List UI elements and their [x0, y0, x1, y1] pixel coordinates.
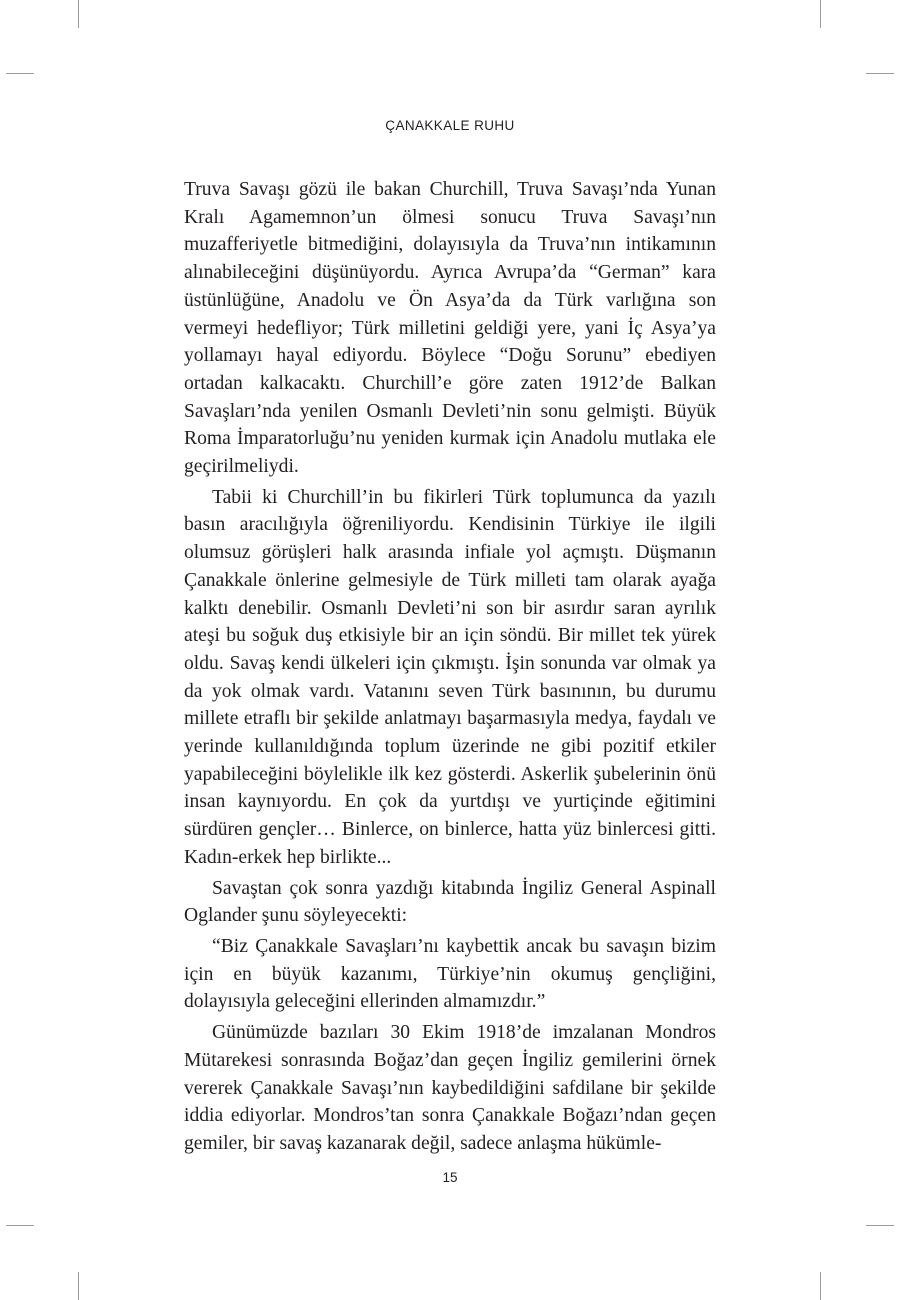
crop-mark [6, 1225, 34, 1226]
crop-mark [6, 73, 34, 74]
body-text [184, 176, 716, 1158]
running-head: ÇANAKKALE RUHU [385, 118, 515, 133]
paragraph: Günümüzde bazıları 30 Ekim 1918’de imzalanan Mondros Mütarekesi sonrasında Boğaz’dan geçen İngiliz gemilerini örnek vererek Çanakkale Savaşı’nın kaybedildiğini safdilane bir şekilde iddia ediyorlar. Mondros’tan sonra Çanakkale Boğazı’ndan geçen gemiler, bir savaş kazanarak değil, sadece anlaşma hükümle- [184, 1022, 716, 1154]
quote-paragraph: “Biz Çanakkale Savaşları’nı kaybettik ancak bu savaşın bizim için en büyük kazanımı, Türkiye’nin okumuş gençliğini, dolayısıyla geleceğini ellerinden almamızdır.” [184, 935, 716, 1013]
paragraph: Savaştan çok sonra yazdığı kitabında İngiliz General Aspinall Oglander şunu söyleyecekti: [184, 877, 716, 927]
paragraph: Tabii ki Churchill’in bu fikirleri Türk toplumunca da yazılı basın aracılığıyla öğreniliyordu. Kendisinin Türkiye ile ilgili olumsuz görüşleri halk arasında infiale yol açmıştı. Düşmanın Çanakkale önlerine gelmesiyle de Türk milleti tam olarak ayağa kalktı denebilir. Osmanlı Devleti’ni son bir asırdır saran ayrılık ateşi bu soğuk duş etkisiyle bir an için söndü. Bir millet tek yürek oldu. Savaş kendi ülkeleri için çıkmıştı. İşin sonunda var olmak ya da yok olmak vardı. Vatanını seven Türk basınının, bu durumu millete etraflı bir şekilde anlatmayı başarmasıyla medya, faydalı ve yerinde kullanıldığında toplum üzerinde ne gibi pozitif etkiler yapabileceğini böylelikle ilk kez gösterdi. Askerlik şubelerinin önü insan kaynıyordu. En çok da yurtdışı ve yurtiçinde eğitimini sürdüren gençler… Binlerce, on binlerce, hatta yüz binlercesi gitti. Kadın-erkek hep birlikte... [184, 486, 716, 868]
crop-mark [78, 1272, 79, 1300]
crop-mark [866, 73, 894, 74]
crop-mark [866, 1225, 894, 1226]
crop-mark [820, 1272, 821, 1300]
page-number: 15 [442, 1170, 458, 1185]
crop-mark [820, 0, 821, 28]
crop-mark [78, 0, 79, 28]
paragraph: Truva Savaşı gözü ile bakan Churchill, Truva Savaşı’nda Yunan Kralı Agamemnon’un ölmesi sonucu Truva Savaşı’nın muzafferiyetle bitmediğini, dolayısıyla da Truva’nın intikamının alınabileceğini düşünüyordu. Ayrıca Avrupa’da “German” kara üstünlüğüne, Anadolu ve Ön Asya’da da Türk varlığına son vermeyi hedefliyor; Türk milletini geldiği yere, yani İç Asya’ya yollamayı hayal ediyordu. Böylece “Doğu Sorunu” ebediyen ortadan kalkacaktı. Churchill’e göre zaten 1912’de Balkan Savaşları’nda yenilen Osmanlı Devleti’nin sonu gelmişti. Büyük Roma İmparatorluğu’nu yeniden kurmak için Anadolu mutlaka ele geçirilmeliydi. [184, 179, 716, 478]
